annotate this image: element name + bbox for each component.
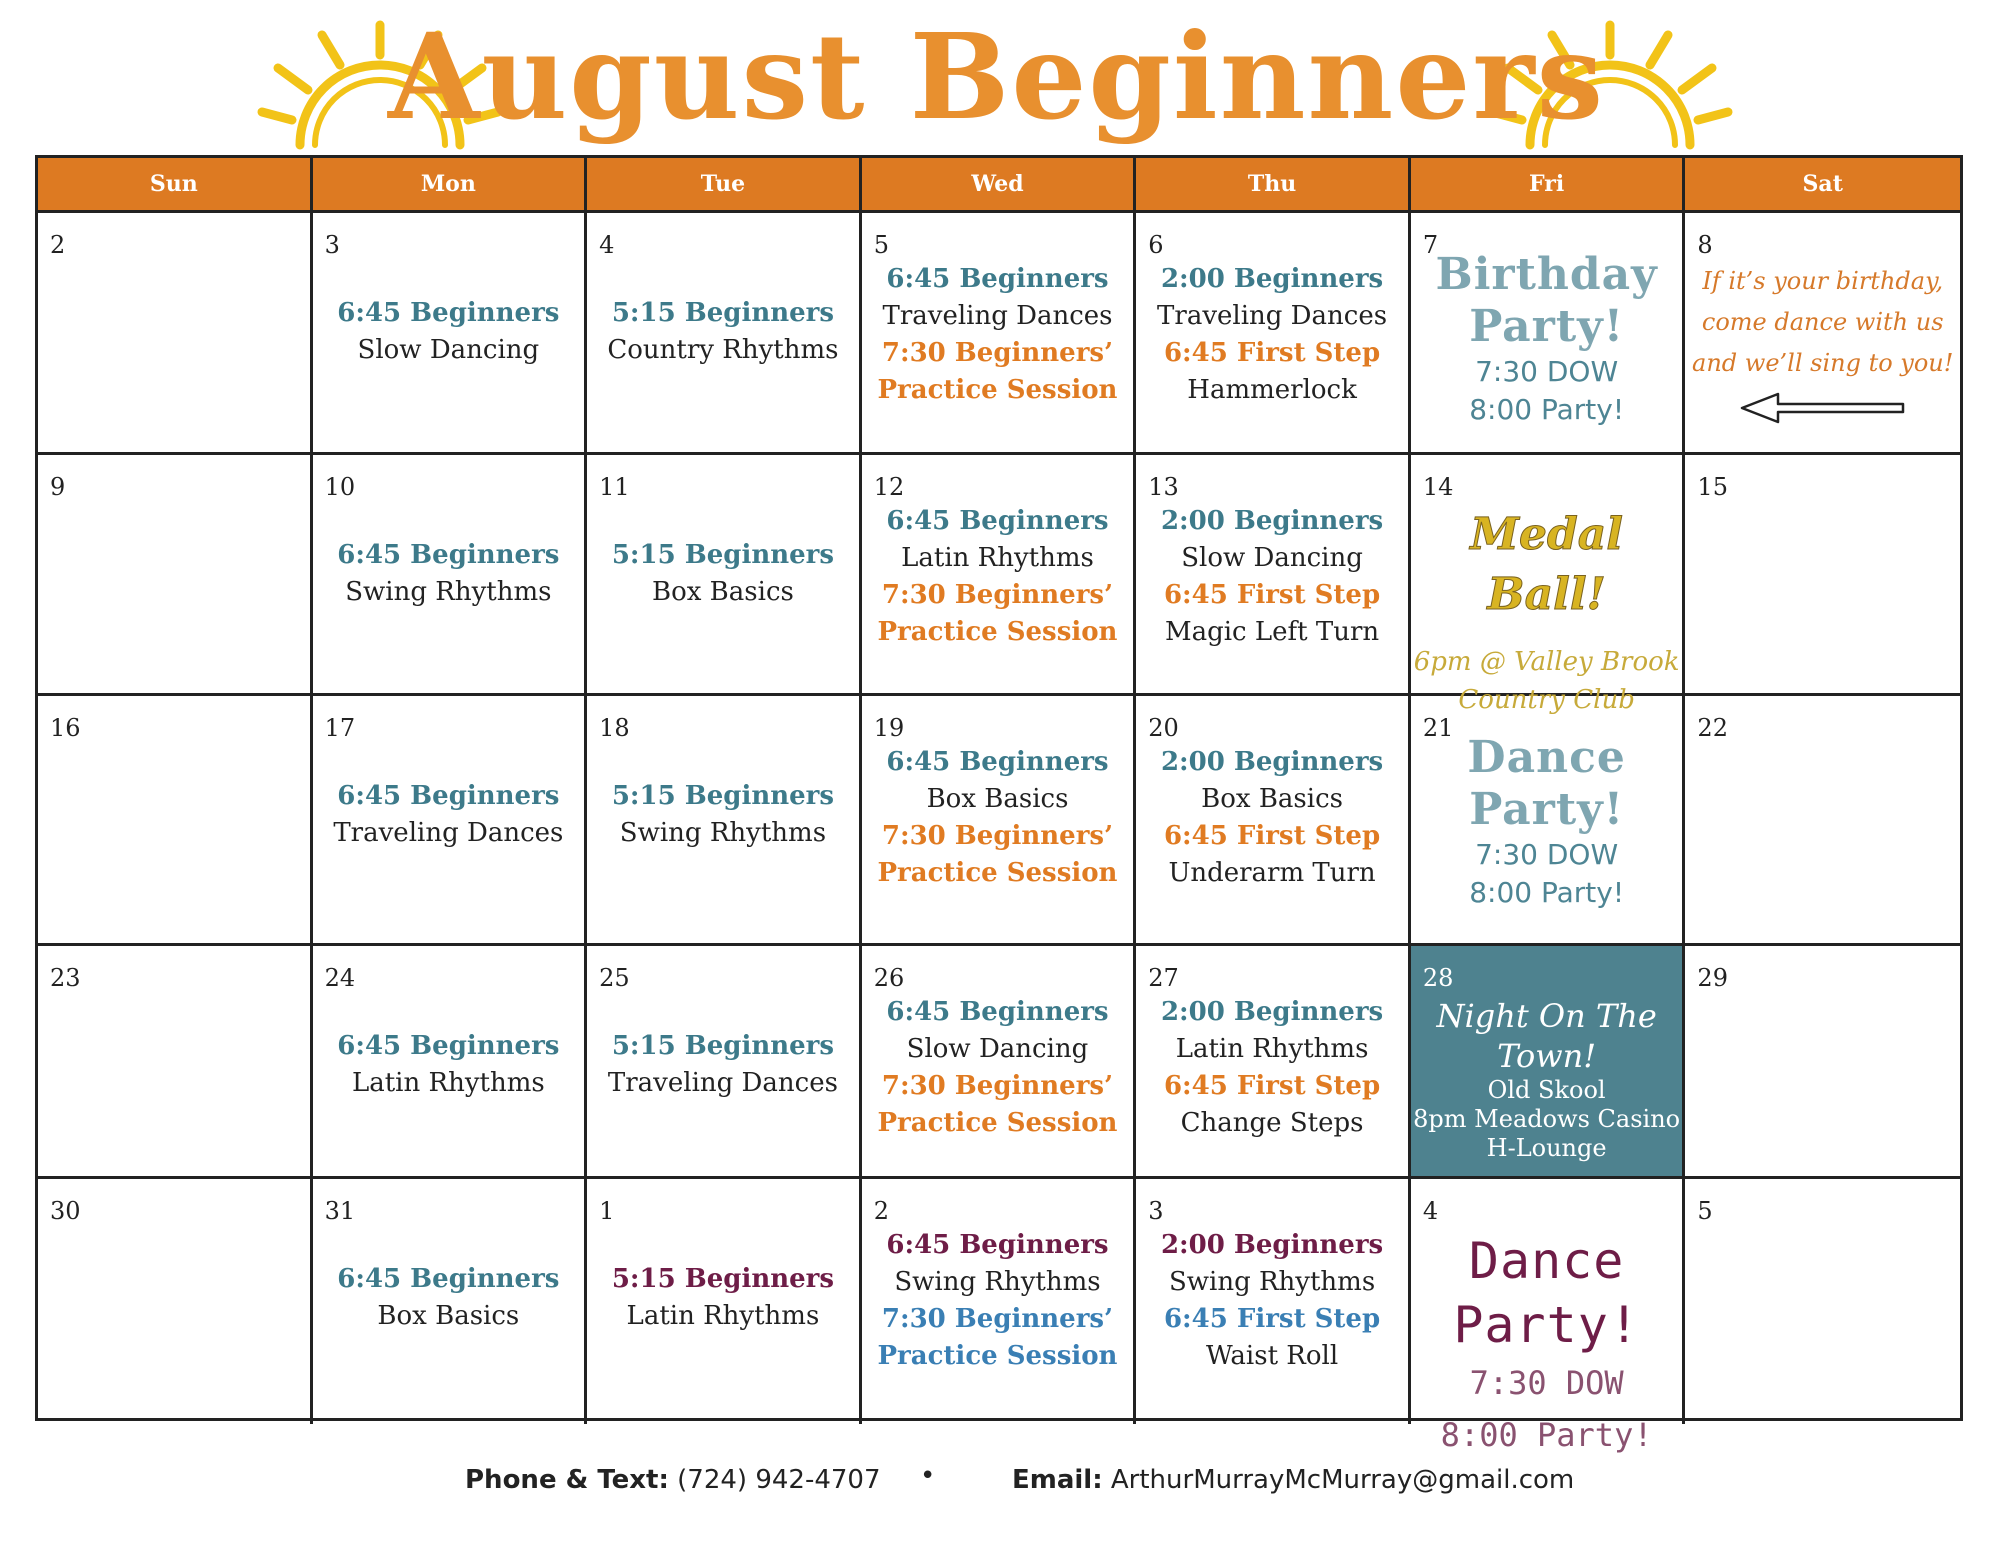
event-description: Change Steps [1180, 1108, 1364, 1138]
medal-ball-location: Country Club [1458, 685, 1635, 715]
note-line: and we’ll sing to you! [1692, 349, 1954, 377]
day-number: 16 [50, 714, 81, 742]
event-description: Practice Session [877, 1108, 1118, 1138]
day-number: 8 [1697, 231, 1713, 259]
calendar-day-cell [862, 213, 1137, 455]
calendar-day-cell [1136, 696, 1411, 946]
event-time: 6:45 Beginners [886, 1230, 1109, 1260]
calendar-day-cell [313, 213, 588, 455]
party-time: 8:00 Party! [1440, 1416, 1653, 1454]
event-description: Practice Session [877, 617, 1118, 647]
day-number: 9 [50, 473, 66, 501]
event-description: Swing Rhythms [619, 818, 827, 848]
day-number: 28 [1422, 964, 1454, 992]
phone-label: Phone & Text: [465, 1465, 669, 1495]
calendar-day-cell [38, 213, 313, 455]
party-title: Birthday [1435, 249, 1658, 300]
party-title: Party! [1469, 301, 1625, 352]
day-header-tue: Tue [587, 158, 862, 213]
night-detail: H-Lounge [1486, 1134, 1607, 1162]
event-list [587, 295, 859, 369]
calendar-grid [35, 155, 1963, 1454]
day-number: 22 [1697, 714, 1728, 742]
day-number: 29 [1697, 964, 1728, 992]
event-time: 6:45 First Step [1163, 338, 1381, 368]
event-time: 6:45 First Step [1163, 580, 1381, 610]
event-list [1136, 744, 1408, 892]
day-number: 17 [324, 714, 356, 742]
event-list [862, 503, 1134, 651]
footer [0, 1461, 1993, 1505]
day-number: 19 [873, 714, 905, 742]
event-time: 7:30 Beginners’ [881, 580, 1114, 610]
page-title: August Beginners [387, 7, 1606, 146]
calendar-day-cell [1685, 696, 1960, 946]
event-list [862, 261, 1134, 409]
event-description: Waist Roll [1205, 1341, 1339, 1371]
calendar-day-cell [1685, 1179, 1960, 1424]
day-number: 1 [599, 1197, 615, 1225]
day-number: 21 [1422, 714, 1454, 742]
calendar-day-cell [587, 455, 862, 696]
night-on-town-event [1411, 996, 1683, 1163]
event-description: Underarm Turn [1168, 858, 1376, 888]
event-description: Hammerlock [1187, 375, 1357, 405]
party-event [1411, 732, 1683, 912]
event-time: 6:45 Beginners [886, 264, 1109, 294]
arrow-left-icon [1738, 388, 1908, 428]
event-description: Latin Rhythms [626, 1301, 820, 1331]
party-time: 7:30 DOW [1475, 838, 1619, 871]
calendar-day-cell [38, 946, 313, 1179]
event-list [862, 744, 1134, 892]
note-line: If it’s your birthday, [1702, 267, 1944, 295]
event-time: 6:45 Beginners [337, 781, 560, 811]
email-label: Email: [1012, 1465, 1103, 1495]
calendar-day-cell [862, 1179, 1137, 1424]
event-description: Magic Left Turn [1164, 617, 1380, 647]
day-header-sat: Sat [1685, 158, 1960, 213]
event-time: 2:00 Beginners [1160, 747, 1384, 777]
event-description: Traveling Dances [882, 301, 1113, 331]
day-header-fri: Fri [1411, 158, 1686, 213]
event-description: Box Basics [926, 784, 1069, 814]
event-description: Swing Rhythms [894, 1267, 1101, 1297]
note-line: come dance with us [1701, 308, 1944, 336]
day-number: 3 [1148, 1197, 1164, 1225]
event-time: 6:45 First Step [1163, 821, 1381, 851]
day-header-wed: Wed [862, 158, 1137, 213]
event-time: 6:45 Beginners [886, 747, 1109, 777]
day-number: 7 [1422, 231, 1439, 259]
party-title: Party! [1469, 784, 1625, 835]
event-description: Traveling Dances [333, 818, 564, 848]
calendar-day-cell [862, 696, 1137, 946]
day-number: 13 [1148, 473, 1179, 501]
calendar-day-cell [1685, 213, 1960, 455]
party-time: 8:00 Party! [1469, 393, 1625, 426]
day-number: 4 [1422, 1197, 1439, 1225]
calendar-day-cell [587, 1179, 862, 1424]
party-time: 8:00 Party! [1469, 876, 1625, 909]
day-number: 25 [599, 964, 630, 992]
event-list [313, 1028, 585, 1102]
event-list [587, 778, 859, 852]
event-description: Box Basics [1201, 784, 1343, 814]
event-time: 6:45 Beginners [337, 540, 560, 570]
event-time: 2:00 Beginners [1160, 1230, 1384, 1260]
event-list [587, 537, 859, 611]
event-description: Traveling Dances [607, 1068, 838, 1098]
event-time: 6:45 Beginners [337, 1031, 560, 1061]
night-title: Town! [1497, 1037, 1597, 1075]
day-number: 2 [873, 1197, 889, 1225]
party-event [1411, 249, 1683, 429]
email-address[interactable]: ArthurMurrayMcMurray@gmail.com [1110, 1465, 1575, 1495]
event-list [313, 537, 585, 611]
event-time: 6:45 First Step [1163, 1071, 1381, 1101]
event-time: 7:30 Beginners’ [881, 1304, 1114, 1334]
event-description: Latin Rhythms [351, 1068, 545, 1098]
calendar-day-cell [862, 455, 1137, 696]
calendar-day-cell [313, 946, 588, 1179]
event-list [313, 778, 585, 852]
calendar-day-cell [1685, 946, 1960, 1179]
footer-separator: • [920, 1461, 936, 1491]
calendar-day-cell [1411, 1179, 1686, 1454]
event-description: Traveling Dances [1157, 301, 1388, 331]
day-number: 11 [599, 473, 630, 501]
phone-contact [465, 1465, 881, 1495]
event-list [1136, 503, 1408, 651]
event-description: Box Basics [651, 577, 794, 607]
day-number: 27 [1148, 964, 1179, 992]
event-time: 2:00 Beginners [1160, 264, 1384, 294]
day-number: 24 [324, 964, 356, 992]
calendar-day-cell [862, 946, 1137, 1179]
party-time: 7:30 DOW [1475, 355, 1619, 388]
day-header-thu: Thu [1136, 158, 1411, 213]
event-list [587, 1261, 859, 1335]
day-number: 15 [1697, 473, 1728, 501]
calendar-day-cell [1136, 946, 1411, 1179]
day-number: 14 [1422, 473, 1454, 501]
calendar-day-cell [313, 696, 588, 946]
calendar-day-cell [38, 696, 313, 946]
medal-ball-location: 6pm @ Valley Brook [1413, 647, 1680, 677]
event-time: 6:45 Beginners [337, 298, 560, 328]
medal-ball-title: Medal Ball! [1470, 509, 1623, 620]
night-title: Night On The [1436, 997, 1657, 1035]
event-list [862, 994, 1134, 1142]
day-number: 12 [873, 473, 905, 501]
night-detail: 8pm Meadows Casino [1413, 1105, 1681, 1133]
medal-ball-event [1411, 505, 1683, 719]
calendar-day-cell [1136, 213, 1411, 455]
event-description: Country Rhythms [607, 335, 839, 365]
calendar-day-cell [1411, 946, 1686, 1179]
event-description: Swing Rhythms [345, 577, 552, 607]
event-list [313, 295, 585, 369]
day-header-sun: Sun [38, 158, 313, 213]
event-description: Slow Dancing [906, 1034, 1089, 1064]
party-title: Dance [1467, 732, 1626, 783]
event-time: 7:30 Beginners’ [881, 1071, 1114, 1101]
event-time: 2:00 Beginners [1160, 997, 1384, 1027]
event-time: 5:15 Beginners [611, 1264, 835, 1294]
event-time: 5:15 Beginners [611, 781, 835, 811]
event-time: 7:30 Beginners’ [881, 821, 1114, 851]
event-time: 6:45 Beginners [886, 997, 1109, 1027]
event-description: Practice Session [877, 1341, 1118, 1371]
dance-party-title: Dance Party! [1453, 1232, 1640, 1354]
day-number: 18 [599, 714, 630, 742]
event-list [1136, 994, 1408, 1142]
event-time: 5:15 Beginners [611, 298, 835, 328]
calendar-day-cell [1136, 1179, 1411, 1424]
calendar-day-cell [1411, 696, 1686, 946]
night-detail: Old Skool [1487, 1076, 1606, 1104]
day-number: 31 [324, 1197, 356, 1225]
event-list [313, 1261, 585, 1335]
party-time: 7:30 DOW [1469, 1364, 1624, 1402]
event-description: Slow Dancing [357, 335, 540, 365]
event-description: Practice Session [877, 375, 1118, 405]
dance-party-event [1411, 1229, 1683, 1461]
event-list [587, 1028, 859, 1102]
day-number: 2 [50, 231, 66, 259]
event-time: 2:00 Beginners [1160, 506, 1384, 536]
day-number: 20 [1148, 714, 1179, 742]
calendar-day-cell [1136, 455, 1411, 696]
title-row [0, 0, 1993, 150]
calendar-day-cell [587, 213, 862, 455]
event-description: Latin Rhythms [901, 543, 1094, 573]
event-description: Practice Session [877, 858, 1118, 888]
day-number: 5 [1697, 1197, 1713, 1225]
day-header-mon: Mon [313, 158, 588, 213]
day-number: 6 [1148, 231, 1164, 259]
calendar-day-cell [313, 455, 588, 696]
birthday-note [1685, 261, 1960, 428]
day-number: 26 [873, 964, 905, 992]
event-time: 6:45 First Step [1163, 1304, 1381, 1334]
calendar-day-cell [587, 696, 862, 946]
calendar-day-cell [38, 455, 313, 696]
event-description: Slow Dancing [1181, 543, 1363, 573]
day-number: 3 [324, 231, 340, 259]
event-time: 6:45 Beginners [337, 1264, 560, 1294]
calendar-day-cell [1685, 455, 1960, 696]
event-list [862, 1227, 1134, 1375]
phone-number[interactable]: (724) 942-4707 [677, 1465, 881, 1495]
email-contact [1012, 1465, 1574, 1495]
event-time: 5:15 Beginners [611, 1031, 835, 1061]
event-time: 5:15 Beginners [611, 540, 835, 570]
calendar-day-cell [587, 946, 862, 1179]
day-number: 30 [50, 1197, 81, 1225]
day-number: 4 [599, 231, 615, 259]
day-number: 10 [324, 473, 356, 501]
calendar-day-cell [313, 1179, 588, 1424]
event-list [1136, 261, 1408, 409]
calendar-day-cell [38, 1179, 313, 1424]
calendar-day-cell [1411, 455, 1686, 715]
day-number: 5 [873, 231, 889, 259]
event-description: Swing Rhythms [1168, 1267, 1376, 1297]
day-number: 23 [50, 964, 81, 992]
event-description: Latin Rhythms [1175, 1034, 1369, 1064]
event-time: 6:45 Beginners [886, 506, 1109, 536]
event-description: Box Basics [377, 1301, 520, 1331]
calendar-day-cell [1411, 213, 1686, 455]
event-list [1136, 1227, 1408, 1375]
event-time: 7:30 Beginners’ [881, 338, 1114, 368]
